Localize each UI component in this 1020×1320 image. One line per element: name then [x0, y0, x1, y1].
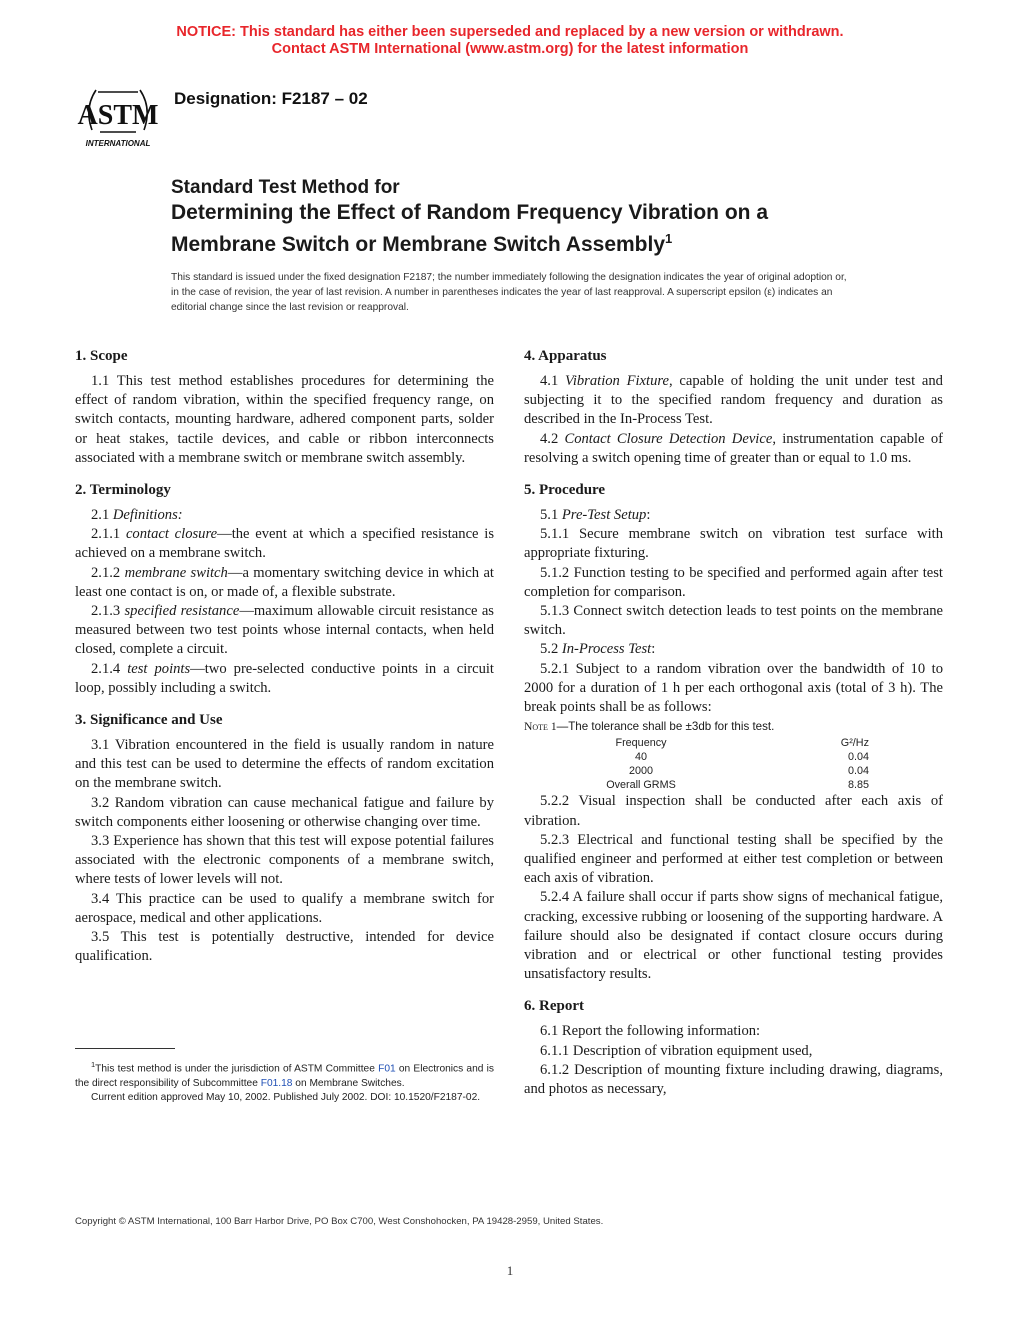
title-line-2: Determining the Effect of Random Frequency Vibration on a	[171, 201, 769, 224]
issued-note: This standard is issued under the fixed designation F2187; the number immediately following the designation indicates the year of original adoption or, in the case of revision, the year of last revision. A number in parentheses indicates the year of last reapproval. A superscript epsilon (ε) indicates an editorial change since the last revision or reapproval.	[171, 272, 847, 313]
term-2-1-num: 2.1	[91, 507, 113, 524]
designation: Designation: F2187 – 02	[174, 89, 368, 108]
procedure-5-2-text: :	[651, 641, 656, 658]
term-2-1-2-text: —a momentary switching device in which at least one contact is on, or made of, a flexible substrate.	[75, 564, 494, 600]
section-report	[524, 997, 943, 1099]
term-2-1-term: Definitions:	[112, 507, 183, 524]
title-line-3-wrap	[171, 226, 871, 258]
term-2-1-1-num: 2.1.1	[91, 526, 126, 543]
table-row	[581, 750, 871, 764]
table-row	[581, 778, 871, 792]
document-title	[171, 176, 871, 258]
term-2-1-4-text: —two pre-selected conductive points in a circuit loop, possibly including a switch.	[75, 660, 494, 696]
term-2-1-3-text: —maximum allowable circuit resistance as measured between two test points whose internal contacts, when held closed, complete a circuit.	[75, 603, 494, 658]
term-2-1-2-num: 2.1.2	[91, 564, 125, 581]
procedure-5-2-3: 5.2.3 Electrical and functional testing shall be specified by the qualified engineer and performed at either test completion or between each axis of vibration.	[524, 831, 943, 887]
report-heading: 6. Report	[524, 998, 584, 1015]
footnote-text-2: on Electronics and is the direct responsibility of Subcommittee	[75, 1063, 494, 1089]
footnote-text-1: This test method is under the jurisdiction of ASTM Committee	[95, 1063, 379, 1075]
footnote-divider	[75, 1048, 175, 1049]
section-significance	[75, 711, 494, 966]
table-cell-value: 0.04	[847, 751, 869, 764]
committee-f01-link[interactable]: F01	[378, 1063, 396, 1075]
notice-line-2: Contact ASTM International (www.astm.org) for the latest information	[271, 41, 749, 57]
report-6-1-2: 6.1.2 Description of mounting fixture including drawing, diagrams, and photos as necessary,	[524, 1061, 943, 1098]
apparatus-4-1	[524, 372, 943, 430]
procedure-heading: 5. Procedure	[524, 482, 606, 499]
section-terminology	[75, 481, 494, 698]
term-2-1	[75, 506, 494, 525]
term-2-1-1-term: contact closure	[125, 526, 218, 543]
significance-3-5: 3.5 This test is potentially destructive, intended for device qualification.	[75, 929, 494, 965]
procedure-5-1-3: 5.1.3 Connect switch detection leads to test points on the membrane switch.	[524, 603, 943, 639]
logo-letters: ASTM	[77, 100, 159, 131]
title-line-1: Standard Test Method for	[171, 177, 400, 198]
note-1-text: —The tolerance shall be ±3db for this test.	[556, 720, 775, 734]
procedure-5-2-1: 5.2.1 Subject to a random vibration over the bandwidth of 10 to 2000 for a duration of 1 h per each orthogonal axis (total of 3 h). The break points shall be as follows:	[524, 660, 943, 716]
section-scope	[75, 347, 494, 468]
footnote-edition: Current edition approved May 10, 2002. Published July 2002. DOI: 10.1520/F2187-02.	[91, 1092, 481, 1104]
table-header-frequency: Frequency	[615, 737, 667, 750]
table-cell-frequency: 40	[634, 751, 647, 764]
procedure-5-2-num: 5.2	[540, 641, 562, 658]
term-2-1-1	[75, 525, 494, 563]
scope-1-1: 1.1 This test method establishes procedures for determining the effect of random vibration, within the specified frequency range, on switch contacts, mounting hardware, adhered component parts, solder or heat stakes, tactile devices, and cable or ribbon interconnects associated with a membrane switch or membrane switch assembly.	[75, 373, 494, 466]
terminology-heading: 2. Terminology	[75, 482, 171, 499]
note-1-label: Note 1	[524, 720, 557, 734]
left-column	[75, 347, 494, 979]
apparatus-4-2-text: , instrumentation capable of resolving a switch opening time of greater than or equal to 1.0 ms.	[524, 430, 943, 466]
notice-line-1: NOTICE: This standard has either been superseded and replaced by a new version or withdrawn.	[176, 24, 844, 40]
procedure-5-1	[524, 506, 943, 525]
procedure-5-2-4: 5.2.4 A failure shall occur if parts show signs of mechanical fatigue, cracking, excessive rubbing or loosening of the supporting hardware. A failure should also be designated if contact closure occurs during vibration and or electrical or other functional testing provides unsatisfactory results.	[524, 889, 943, 983]
term-2-1-2-term: membrane switch	[124, 564, 228, 581]
apparatus-4-1-term: Vibration Fixture	[564, 373, 669, 389]
apparatus-4-1-text: , capable of holding the unit under test and subjecting it to the specified random frequency and duration as described in the In-Process Test.	[524, 373, 943, 428]
table-row	[581, 764, 871, 778]
apparatus-heading: 4. Apparatus	[524, 348, 607, 364]
significance-heading: 3. Significance and Use	[75, 712, 223, 729]
astm-logo-icon	[76, 78, 160, 150]
procedure-5-2-term: In-Process Test	[561, 641, 652, 658]
footnote-1	[75, 1058, 494, 1091]
table-cell-value: 0.04	[847, 765, 869, 778]
term-2-1-2	[75, 564, 494, 602]
term-2-1-3	[75, 602, 494, 660]
footnote-text-3: on Membrane Switches.	[292, 1077, 405, 1089]
term-2-1-4-term: test points	[127, 660, 191, 677]
table-cell-value: 8.85	[847, 779, 869, 792]
footnote-ref: 1	[91, 1060, 96, 1069]
logo-word: INTERNATIONAL	[85, 139, 151, 148]
notice-banner	[0, 24, 1020, 58]
table-header-g2hz: G²/Hz	[840, 737, 869, 750]
significance-3-2: 3.2 Random vibration can cause mechanical fatigue and failure by switch components either loosening or otherwise changing over time.	[75, 794, 494, 830]
term-2-1-1-text: —the event at which a specified resistance is achieved on a membrane switch.	[75, 526, 495, 562]
scope-heading: 1. Scope	[75, 348, 128, 364]
note-1	[524, 717, 943, 736]
procedure-5-2	[524, 640, 943, 659]
subcommittee-f01-18-link[interactable]: F01.18	[260, 1077, 293, 1089]
apparatus-4-2	[524, 430, 943, 468]
footnote	[75, 1058, 494, 1106]
term-2-1-4-num: 2.1.4	[91, 660, 128, 677]
report-6-1: 6.1 Report the following information:	[540, 1023, 761, 1040]
section-apparatus	[524, 347, 943, 468]
procedure-5-1-text: :	[646, 507, 651, 524]
title-footnote-ref: 1	[665, 231, 673, 246]
break-points-table	[581, 736, 871, 792]
table-cell-frequency: 2000	[628, 765, 654, 778]
significance-3-1: 3.1 Vibration encountered in the field is usually random in nature and this test can be used to determine the effects of random excitation on the membrane switch.	[75, 737, 494, 792]
procedure-5-1-1: 5.1.1 Secure membrane switch on vibration test surface with appropriate fixturing.	[524, 526, 943, 562]
term-2-1-4	[75, 660, 494, 698]
term-2-1-3-term: specified resistance	[124, 603, 240, 620]
right-column	[524, 347, 943, 1112]
term-2-1-3-num: 2.1.3	[91, 603, 125, 620]
copyright: Copyright © ASTM International, 100 Barr Harbor Drive, PO Box C700, West Conshohocken, PA 19428-2959, United States.	[75, 1216, 604, 1227]
report-6-1-1: 6.1.1 Description of vibration equipment used,	[540, 1042, 813, 1059]
apparatus-4-2-num: 4.2	[540, 430, 565, 447]
procedure-5-1-term: Pre-Test Setup	[561, 507, 647, 524]
section-procedure	[524, 481, 943, 984]
procedure-5-1-num: 5.1	[540, 507, 562, 524]
table-header-row	[581, 736, 871, 750]
significance-3-3: 3.3 Experience has shown that this test will expose potential failures associated with the electronic components of a membrane switch, where tests of lower levels will not.	[75, 833, 494, 888]
significance-3-4: 3.4 This practice can be used to qualify a membrane switch for aerospace, medical and other applications.	[75, 890, 494, 926]
procedure-5-2-2: 5.2.2 Visual inspection shall be conducted after each axis of vibration.	[524, 793, 943, 829]
apparatus-4-1-num: 4.1	[540, 373, 565, 389]
page-number: 1	[506, 1263, 514, 1278]
apparatus-4-2-term: Contact Closure Detection Device	[564, 430, 773, 447]
procedure-5-1-2: 5.1.2 Function testing to be specified and performed again after test completion for comparison.	[524, 564, 943, 600]
table-cell-frequency: Overall GRMS	[606, 779, 676, 792]
title-line-3: Membrane Switch or Membrane Switch Assembly	[171, 233, 666, 256]
